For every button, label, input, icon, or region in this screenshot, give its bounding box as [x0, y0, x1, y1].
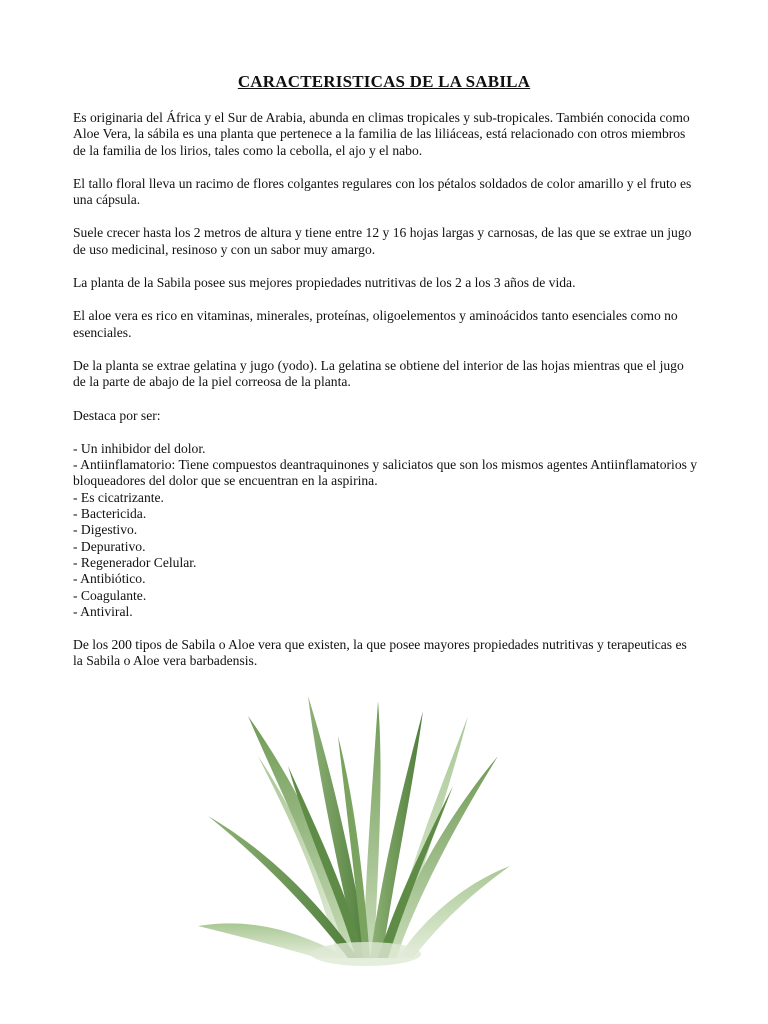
paragraph-extract: De la planta se extrae gelatina y jugo (yodo). La gelatina se obtiene del interior de las hojas mientras que el jugo de la parte de abajo de la piel correosa de la planta. [73, 357, 684, 390]
list-item: - Regenerador Celular. [73, 554, 197, 570]
paragraph-flower: El tallo floral lleva un racimo de flores colgantes regulares con los pétalos soldados de color amarillo y el fruto es una cápsula. [73, 175, 692, 208]
document-body [73, 110, 698, 687]
paragraph-highlights-intro: Destaca por ser: [73, 407, 161, 423]
paragraph-age: La planta de la Sabila posee sus mejores propiedades nutritivas de los 2 a los 3 años de vida. [73, 275, 576, 291]
list-item: - Coagulante. [73, 587, 147, 603]
properties-list [73, 441, 698, 620]
paragraph-origin: Es originaria del África y el Sur de Arabia, abunda en climas tropicales y sub-tropicales. También conocida como Aloe Vera, la sábila es una planta que pertenece a la familia de las liliáceas, está relacionado con otros miembros de la familia de los lirios, tales como la cebolla, el ajo y el nabo. [73, 110, 690, 158]
aloe-plant-icon [198, 696, 510, 968]
list-item: - Antiinflamatorio: Tiene compuestos deantraquinones y saliciatos que son los mismos agentes Antiinflamatorios y bloqueadores del dolor que se encuentran en la aspirina. [73, 457, 698, 489]
list-item: - Es cicatrizante. [73, 489, 164, 505]
list-item: - Antiviral. [73, 603, 133, 619]
page-title: CARACTERISTICAS DE LA SABILA [237, 72, 531, 91]
list-item: - Un inhibidor del dolor. [73, 440, 206, 456]
list-item: - Bactericida. [73, 506, 147, 522]
list-item: - Antibiótico. [73, 571, 146, 587]
list-item: - Depurativo. [73, 538, 146, 554]
paragraph-closing: De los 200 tipos de Sabila o Aloe vera que existen, la que posee mayores propiedades nutritivas y terapeuticas es la Sabila o Aloe vera barbadensis. [73, 637, 687, 669]
paragraph-nutrients: El aloe vera es rico en vitaminas, minerales, proteínas, oligoelementos y aminoácidos tanto esenciales como no esenciales. [73, 308, 678, 340]
aloe-vera-plant-illustration [198, 696, 510, 968]
paragraph-size: Suele crecer hasta los 2 metros de altura y tiene entre 12 y 16 hojas largas y carnosas, de las que se extrae un jugo de uso medicinal, resinoso y con un sabor muy amargo. [73, 225, 692, 257]
list-item: - Digestivo. [73, 522, 138, 538]
